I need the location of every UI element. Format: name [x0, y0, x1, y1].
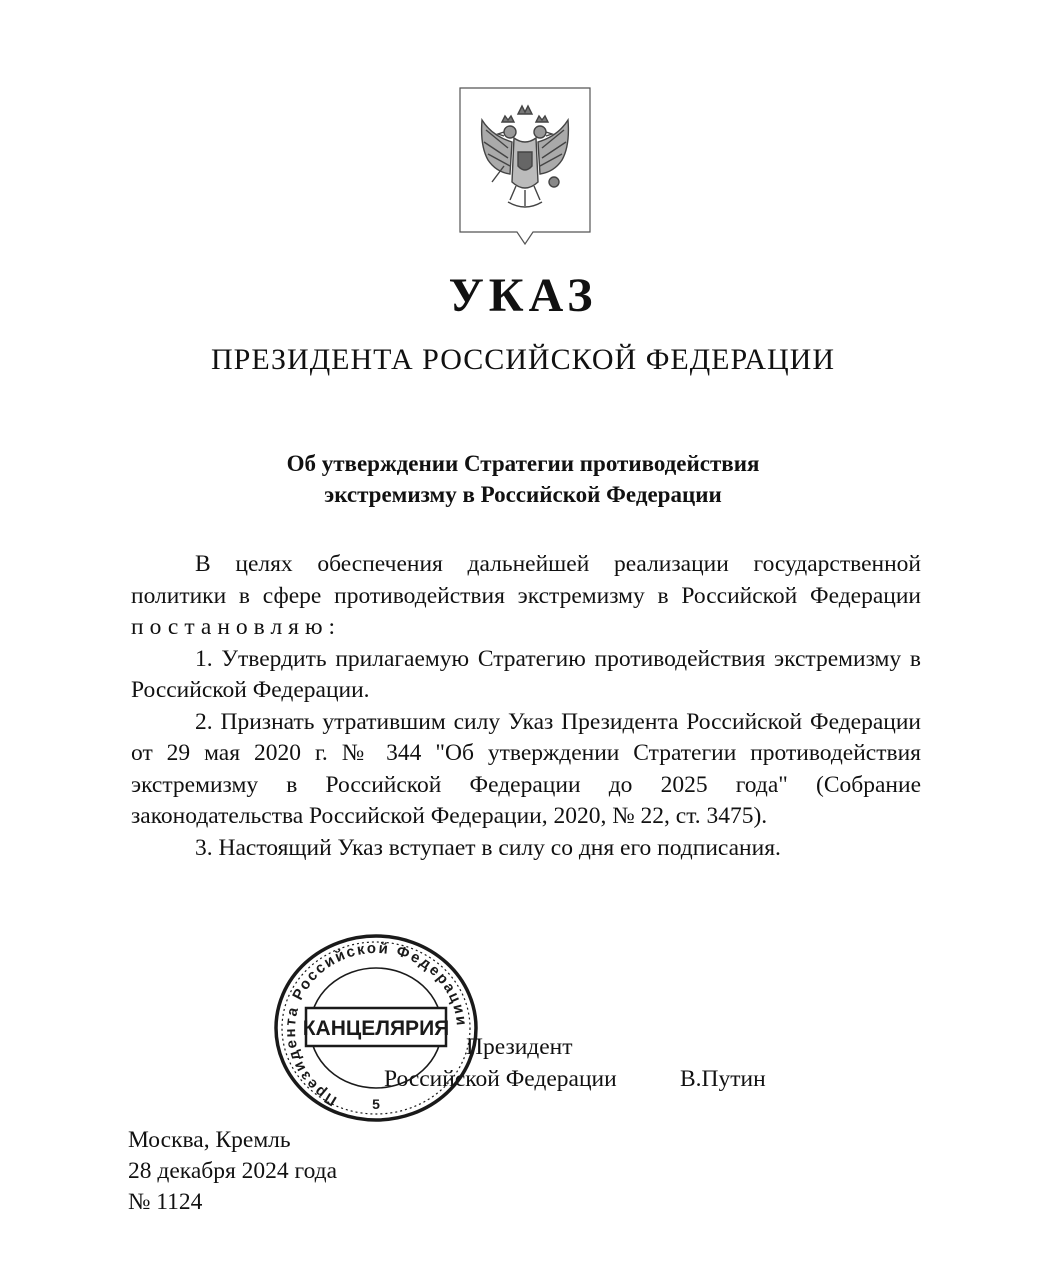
- issue-place: Москва, Кремль: [128, 1127, 291, 1153]
- decree-item: 2. Признать утратившим силу Указ Президента Российской Федерации от 29 мая 2020 г. № 344 "Об утверждении Стратегии противодействия экстремизму в Российской Федерации до 2025 года" (Собрание законодательства Российской Федерации, 2020, № 22, ст. 3475).: [131, 708, 921, 829]
- signature-name: В.Путин: [680, 1066, 766, 1092]
- document-title: УКАЗ: [448, 269, 598, 322]
- subject-line: Об утверждении Стратегии противодействия: [286, 451, 760, 476]
- decree-item: 1. Утвердить прилагаемую Стратегию противодействия экстремизму в Российской Федерации.: [131, 645, 921, 703]
- stamp-number: 5: [372, 1096, 380, 1112]
- decree-word: постановляю:: [131, 614, 342, 640]
- official-stamp: [272, 932, 480, 1124]
- coat-of-arms-icon: [458, 86, 592, 246]
- document-body: [131, 549, 921, 864]
- preamble-text: В целях обеспечения дальнейшей реализации государственной политики в сфере противодействия экстремизму в Российской Федерации: [131, 551, 921, 609]
- signature-title-line2: Российской Федерации: [384, 1066, 617, 1092]
- subject-line: экстремизму в Российской Федерации: [324, 482, 722, 507]
- issue-date: 28 декабря 2024 года: [128, 1158, 338, 1184]
- document-issuer: ПРЕЗИДЕНТА РОССИЙСКОЙ ФЕДЕРАЦИИ: [210, 343, 836, 376]
- stamp-ring-text: Президента Российской Федерации: [281, 939, 471, 1110]
- document-subject: [0, 448, 1046, 510]
- signature-title-line1: Президент: [466, 1034, 573, 1060]
- decree-number: № 1124: [128, 1189, 203, 1215]
- stamp-center-text: КАНЦЕЛЯРИЯ: [302, 1017, 450, 1040]
- preamble-paragraph: [131, 549, 921, 644]
- place-date-block: [128, 1125, 337, 1218]
- decree-item: 3. Настоящий Указ вступает в силу со дня его подписания.: [195, 834, 781, 861]
